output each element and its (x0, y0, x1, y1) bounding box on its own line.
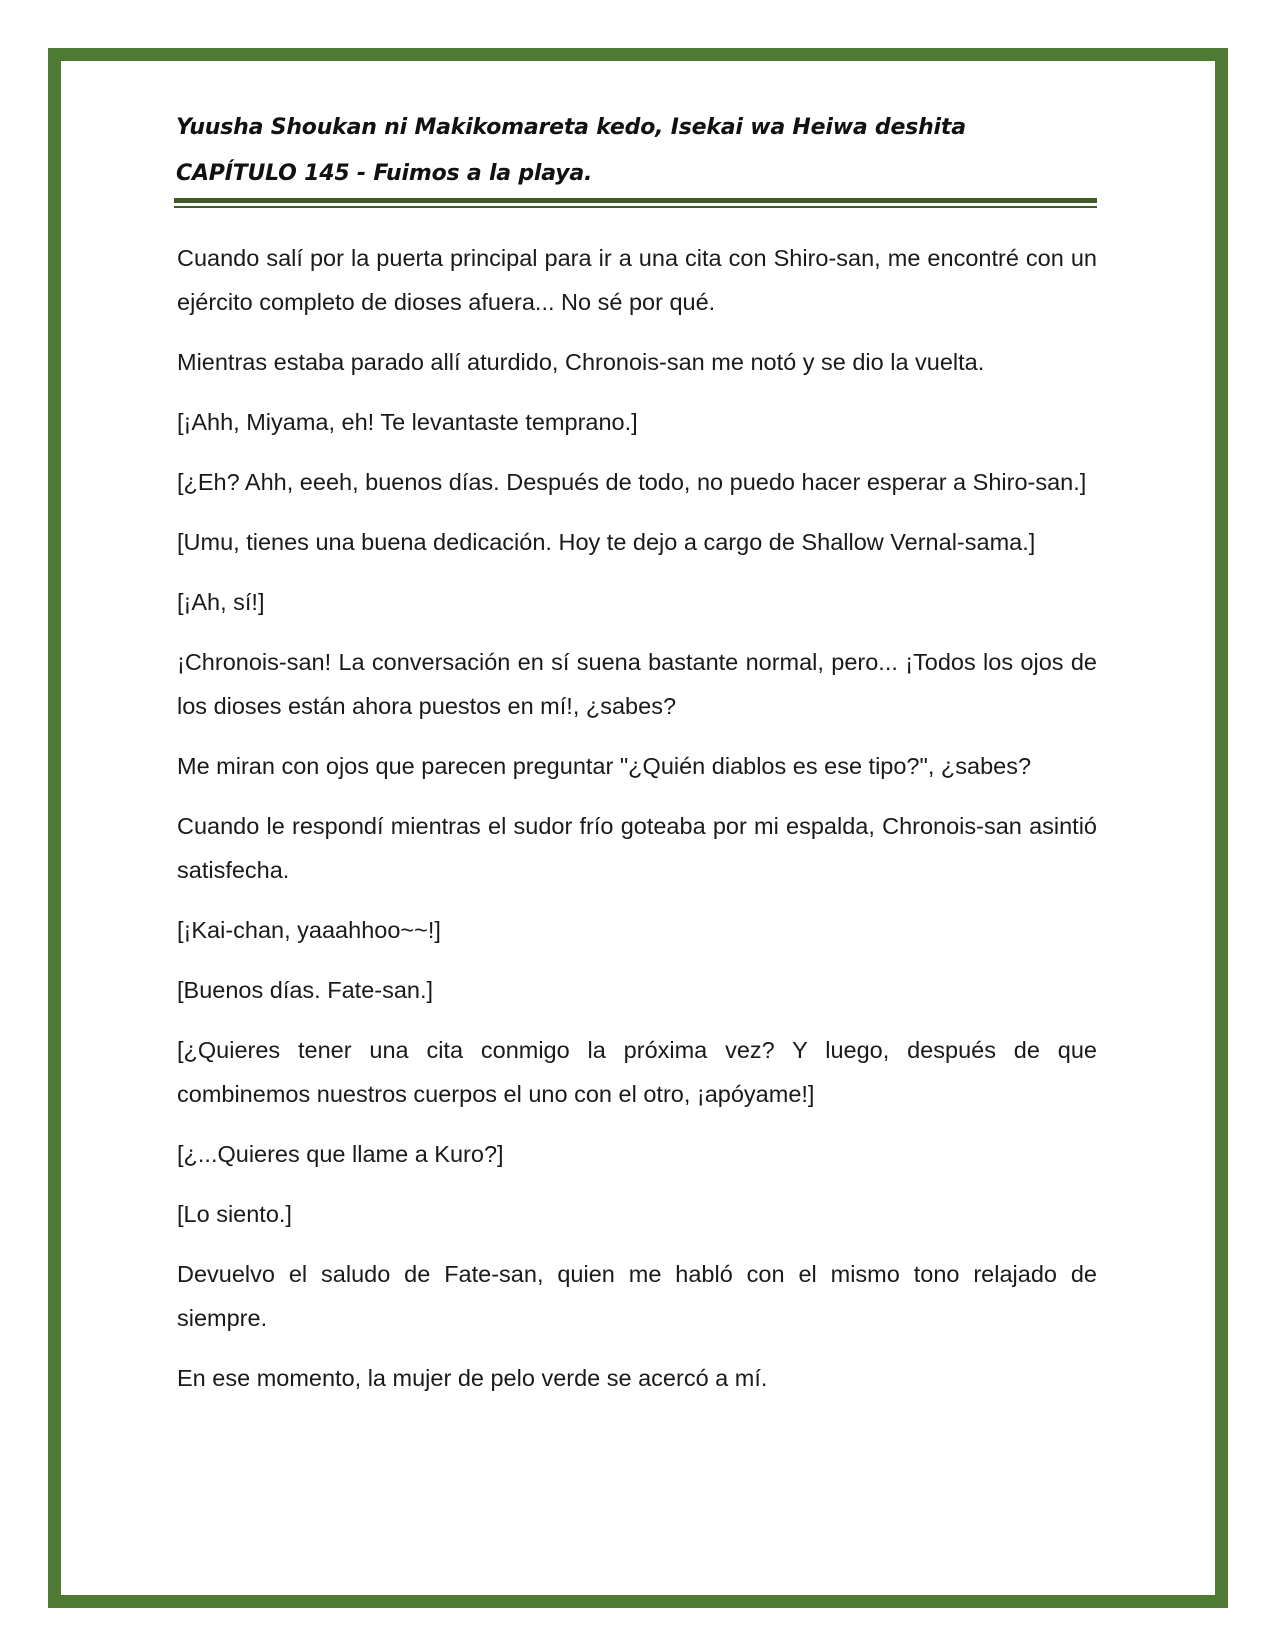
chapter-title: CAPÍTULO 145 - Fuimos a la playa. (176, 161, 593, 186)
paragraph: [Buenos días. Fate-san.] (177, 977, 434, 1003)
document-header (176, 114, 1096, 188)
paragraph: [Lo siento.] (177, 1201, 292, 1227)
paragraph: Cuando le respondí mientras el sudor frío goteaba por mi espalda, Chronois-san asintió satisfecha. (177, 813, 1097, 883)
document-body (177, 236, 1097, 1416)
paragraph: [Umu, tienes una buena dedicación. Hoy te dejo a cargo de Shallow Vernal-sama.] (177, 529, 1036, 555)
paragraph: [¡Ahh, Miyama, eh! Te levantaste temprano.] (177, 409, 638, 435)
paragraph: Devuelvo el saludo de Fate-san, quien me habló con el mismo tono relajado de siempre. (177, 1261, 1097, 1331)
paragraph: [¡Kai-chan, yaaahhoo~~!] (177, 917, 441, 943)
paragraph: Me miran con ojos que parecen preguntar "¿Quién diablos es ese tipo?", ¿sabes? (177, 753, 1032, 779)
series-title: Yuusha Shoukan ni Makikomareta kedo, Isekai wa Heiwa deshita (176, 115, 966, 140)
paragraph: [¿...Quieres que llame a Kuro?] (177, 1141, 504, 1167)
paragraph: Cuando salí por la puerta principal para ir a una cita con Shiro-san, me encontré con un ejército completo de dioses afuera... No sé por qué. (177, 245, 1097, 315)
paragraph: [¡Ah, sí!] (177, 589, 265, 615)
paragraph: [¿Quieres tener una cita conmigo la próxima vez? Y luego, después de que combinemos nuestros cuerpos el uno con el otro, ¡apóyame!] (177, 1037, 1097, 1107)
paragraph: ¡Chronois-san! La conversación en sí suena bastante normal, pero... ¡Todos los ojos de los dioses están ahora puestos en mí!, ¿sabes? (177, 649, 1097, 719)
header-divider-thin (174, 206, 1097, 208)
paragraph: En ese momento, la mujer de pelo verde se acercó a mí. (177, 1365, 768, 1391)
header-divider-thick (174, 198, 1097, 203)
paragraph: Mientras estaba parado allí aturdido, Chronois-san me notó y se dio la vuelta. (177, 349, 985, 375)
paragraph: [¿Eh? Ahh, eeeh, buenos días. Después de todo, no puedo hacer esperar a Shiro-san.] (177, 469, 1087, 495)
